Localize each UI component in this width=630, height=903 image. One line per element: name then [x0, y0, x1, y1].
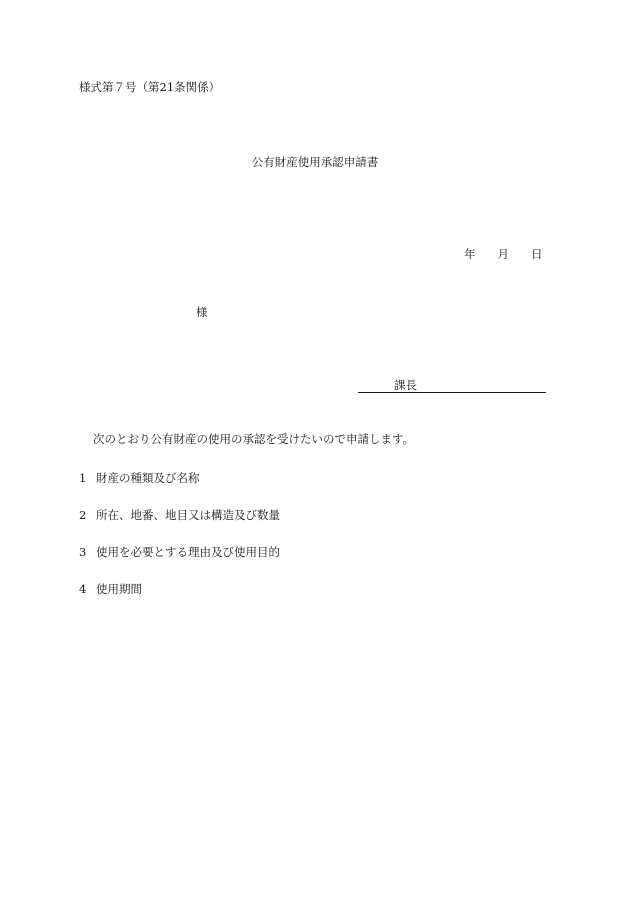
signature-label: 課長 — [394, 378, 417, 392]
lead-sentence: 次のとおり公有財産の使用の承認を受けたいので申請します。 — [93, 432, 415, 446]
list-item-text: 使用期間 — [96, 582, 142, 596]
date-line — [464, 249, 543, 261]
list-item-number: 1 — [79, 471, 87, 485]
form-number: 様式第７号（第21条関係） — [79, 80, 221, 94]
document-title: 公有財産使用承認申請書 — [251, 155, 379, 169]
list-item — [79, 473, 200, 485]
list-item-text: 使用を必要とする理由及び使用目的 — [96, 545, 280, 559]
signature-line — [358, 380, 546, 393]
list-item — [79, 547, 280, 559]
list-item-number: 4 — [79, 582, 87, 596]
list-item-text: 財産の種類及び名称 — [96, 471, 200, 485]
list-item-number: 3 — [79, 545, 87, 559]
date-day: 日 — [531, 247, 543, 261]
list-item-text: 所在、地番、地目又は構造及び数量 — [96, 508, 280, 522]
date-month: 月 — [497, 247, 509, 261]
list-item — [79, 584, 142, 596]
list-item — [79, 510, 280, 522]
list-item-number: 2 — [79, 508, 87, 522]
addressee-honorific: 様 — [196, 305, 208, 319]
date-year: 年 — [464, 247, 476, 261]
